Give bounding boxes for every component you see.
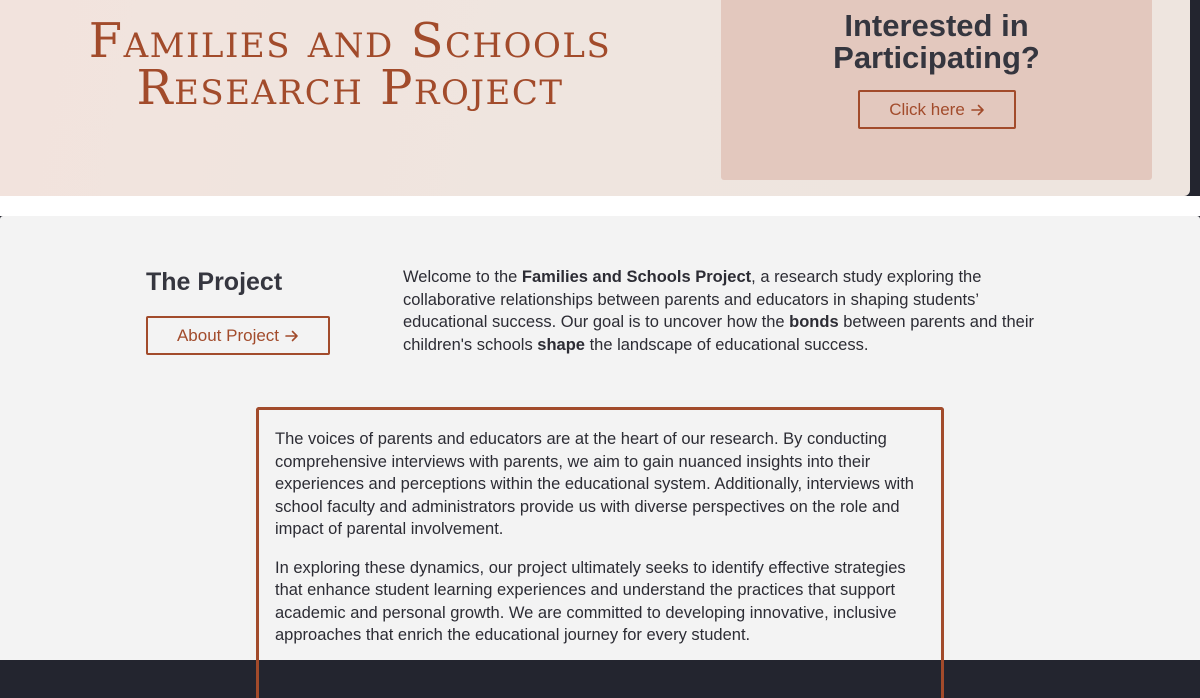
- click-here-button[interactable]: [858, 90, 1016, 129]
- about-project-label: About Project: [176, 325, 280, 345]
- intro-text-2: , a research study exploring the collaborative relationships between parents and educators in shaping students’ educational success. Our goal is to uncover how the: [403, 268, 982, 331]
- participation-heading: [721, 10, 1152, 74]
- project-heading: The Project: [146, 268, 283, 296]
- arrow-right-icon: [285, 329, 299, 343]
- intro-text-3: between parents and their children's schools: [403, 313, 1035, 354]
- participation-heading-line2: Participating?: [833, 40, 1040, 75]
- participation-heading-line1: Interested in: [844, 8, 1029, 43]
- click-here-label: Click here: [889, 99, 965, 119]
- project-intro: [403, 266, 1063, 356]
- description-paragraph-1: The voices of parents and educators are at the heart of our research. By conducting comprehensive interviews with parents, we aim to gain nuanced insights into their experiences and perceptions within the educational system. Additionally, interviews with school faculty and administrators provide us with diverse perspectives on the role and impact of parental involvement.: [275, 430, 914, 538]
- site-title-line1: Families and Schools: [88, 13, 612, 69]
- project-description-box: [256, 407, 944, 698]
- site-title: [70, 13, 630, 116]
- hero-banner: [0, 0, 1190, 196]
- intro-text-4: the landscape of educational success.: [584, 335, 869, 354]
- intro-bold-bonds: bonds: [789, 313, 839, 331]
- section-divider: [0, 196, 1200, 216]
- project-section: [0, 216, 1200, 660]
- about-project-button[interactable]: [146, 316, 330, 355]
- participation-card: [721, 0, 1152, 180]
- site-title-line2: Research Project: [136, 60, 564, 116]
- intro-bold-shape: shape: [537, 335, 585, 354]
- arrow-right-icon: [971, 103, 985, 117]
- intro-text-1: Welcome to the: [403, 268, 522, 286]
- description-paragraph-2: In exploring these dynamics, our project ultimately seeks to identify effective strategies that enhance student learning experiences and understand the practices that support academic and personal growth. We are committed to developing innovative, inclusive approaches that enrich the educational journey for every student.: [275, 558, 906, 644]
- intro-bold-project-name: Families and Schools Project: [521, 268, 752, 286]
